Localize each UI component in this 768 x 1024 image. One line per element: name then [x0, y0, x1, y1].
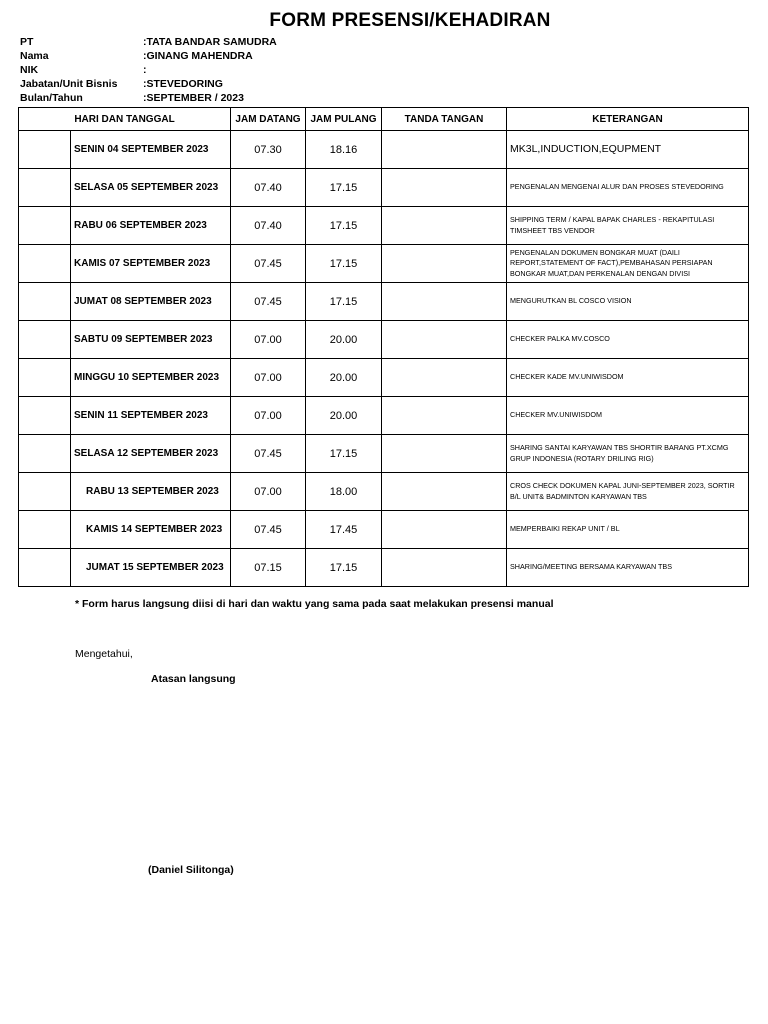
- row-number-cell: [19, 131, 71, 169]
- time-out-cell: 17.15: [306, 435, 382, 473]
- time-out-cell: 17.15: [306, 283, 382, 321]
- header-hari-tanggal: HARI DAN TANGGAL: [19, 108, 231, 131]
- table-row: [19, 473, 749, 511]
- info-value: :GINANG MAHENDRA: [143, 50, 253, 62]
- header-jam-pulang: JAM PULANG: [306, 108, 382, 131]
- info-row-nik: [20, 64, 420, 78]
- row-number-cell: [19, 549, 71, 587]
- employee-info: [20, 36, 420, 106]
- header-tanda-tangan: TANDA TANGAN: [382, 108, 507, 131]
- time-in-cell: 07.40: [231, 207, 306, 245]
- row-number-cell: [19, 245, 71, 283]
- time-in-cell: 07.00: [231, 321, 306, 359]
- row-number-cell: [19, 207, 71, 245]
- form-note: * Form harus langsung diisi di hari dan waktu yang sama pada saat melakukan presensi manual: [75, 598, 554, 610]
- time-in-cell: 07.00: [231, 359, 306, 397]
- row-number-cell: [19, 359, 71, 397]
- signature-cell: [382, 245, 507, 283]
- supervisor-title: Atasan langsung: [151, 673, 236, 685]
- row-number-cell: [19, 473, 71, 511]
- day-cell: RABU 13 SEPTEMBER 2023: [71, 473, 231, 511]
- attendance-table: [18, 107, 749, 587]
- row-number-cell: [19, 283, 71, 321]
- info-value: :: [143, 64, 147, 76]
- info-row-pt: [20, 36, 420, 50]
- time-in-cell: 07.00: [231, 397, 306, 435]
- time-out-cell: 17.45: [306, 511, 382, 549]
- table-row: [19, 131, 749, 169]
- day-cell: SENIN 11 SEPTEMBER 2023: [71, 397, 231, 435]
- row-number-cell: [19, 511, 71, 549]
- table-row: [19, 359, 749, 397]
- signature-cell: [382, 549, 507, 587]
- table-header-row: [19, 108, 749, 131]
- description-cell: MK3L,INDUCTION,EQUPMENT: [507, 131, 749, 169]
- signature-cell: [382, 131, 507, 169]
- header-jam-datang: JAM DATANG: [231, 108, 306, 131]
- time-out-cell: 20.00: [306, 397, 382, 435]
- info-row-jabatan: [20, 78, 420, 92]
- info-label: Jabatan/Unit Bisnis: [20, 78, 118, 90]
- time-in-cell: 07.40: [231, 169, 306, 207]
- row-number-cell: [19, 169, 71, 207]
- signature-cell: [382, 169, 507, 207]
- description-cell: CHECKER MV.UNIWISDOM: [507, 397, 749, 435]
- time-out-cell: 20.00: [306, 359, 382, 397]
- day-cell: JUMAT 15 SEPTEMBER 2023: [71, 549, 231, 587]
- info-row-nama: [20, 50, 420, 64]
- description-cell: CROS CHECK DOKUMEN KAPAL JUNI-SEPTEMBER 2023, SORTIR B/L UNIT& BADMINTON KARYAWAN TBS: [507, 473, 749, 511]
- day-cell: MINGGU 10 SEPTEMBER 2023: [71, 359, 231, 397]
- row-number-cell: [19, 435, 71, 473]
- day-cell: SENIN 04 SEPTEMBER 2023: [71, 131, 231, 169]
- time-in-cell: 07.45: [231, 245, 306, 283]
- row-number-cell: [19, 321, 71, 359]
- info-label: PT: [20, 36, 34, 48]
- time-in-cell: 07.45: [231, 435, 306, 473]
- signature-cell: [382, 397, 507, 435]
- info-label: Nama: [20, 50, 49, 62]
- time-in-cell: 07.45: [231, 511, 306, 549]
- signature-cell: [382, 473, 507, 511]
- table-row: [19, 397, 749, 435]
- time-in-cell: 07.30: [231, 131, 306, 169]
- acknowledged-label: Mengetahui,: [75, 648, 133, 660]
- time-out-cell: 17.15: [306, 169, 382, 207]
- table-row: [19, 207, 749, 245]
- description-cell: MENGURUTKAN BL COSCO VISION: [507, 283, 749, 321]
- table-row: [19, 511, 749, 549]
- day-cell: KAMIS 14 SEPTEMBER 2023: [71, 511, 231, 549]
- description-cell: CHECKER PALKA MV.COSCO: [507, 321, 749, 359]
- table-row: [19, 245, 749, 283]
- day-cell: SELASA 12 SEPTEMBER 2023: [71, 435, 231, 473]
- time-in-cell: 07.15: [231, 549, 306, 587]
- info-value: :SEPTEMBER / 2023: [143, 92, 244, 104]
- table-row: [19, 169, 749, 207]
- description-cell: PENGENALAN DOKUMEN BONGKAR MUAT (DAILI REPORT,STATEMENT OF FACT),PEMBAHASAN PERSIAPAN BONGKAR MUAT,DAN PERKENALAN DENGAN DIVISI: [507, 245, 749, 283]
- supervisor-name: (Daniel Silitonga): [148, 864, 234, 876]
- time-out-cell: 20.00: [306, 321, 382, 359]
- day-cell: SELASA 05 SEPTEMBER 2023: [71, 169, 231, 207]
- time-out-cell: 17.15: [306, 207, 382, 245]
- row-number-cell: [19, 397, 71, 435]
- table-row: [19, 549, 749, 587]
- info-row-bulan: [20, 92, 420, 106]
- info-value: :STEVEDORING: [143, 78, 223, 90]
- form-title: FORM PRESENSI/KEHADIRAN: [269, 10, 551, 31]
- info-label: Bulan/Tahun: [20, 92, 83, 104]
- signature-cell: [382, 207, 507, 245]
- time-in-cell: 07.00: [231, 473, 306, 511]
- table-row: [19, 321, 749, 359]
- day-cell: KAMIS 07 SEPTEMBER 2023: [71, 245, 231, 283]
- time-out-cell: 18.16: [306, 131, 382, 169]
- header-keterangan: KETERANGAN: [507, 108, 749, 131]
- day-cell: RABU 06 SEPTEMBER 2023: [71, 207, 231, 245]
- signature-cell: [382, 283, 507, 321]
- info-label: NIK: [20, 64, 39, 76]
- description-cell: SHARING SANTAI KARYAWAN TBS SHORTIR BARANG PT.XCMG GRUP INDONESIA (ROTARY DRILING RIG): [507, 435, 749, 473]
- description-cell: PENGENALAN MENGENAI ALUR DAN PROSES STEVEDORING: [507, 169, 749, 207]
- table-row: [19, 435, 749, 473]
- signature-cell: [382, 321, 507, 359]
- description-cell: SHARING/MEETING BERSAMA KARYAWAN TBS: [507, 549, 749, 587]
- day-cell: JUMAT 08 SEPTEMBER 2023: [71, 283, 231, 321]
- time-out-cell: 17.15: [306, 549, 382, 587]
- info-value: :TATA BANDAR SAMUDRA: [143, 36, 277, 48]
- time-out-cell: 18.00: [306, 473, 382, 511]
- signature-cell: [382, 359, 507, 397]
- description-cell: CHECKER KADE MV.UNIWISDOM: [507, 359, 749, 397]
- day-cell: SABTU 09 SEPTEMBER 2023: [71, 321, 231, 359]
- time-out-cell: 17.15: [306, 245, 382, 283]
- time-in-cell: 07.45: [231, 283, 306, 321]
- description-cell: SHIPPING TERM / KAPAL BAPAK CHARLES - REKAPITULASI TIMSHEET TBS VENDOR: [507, 207, 749, 245]
- signature-cell: [382, 435, 507, 473]
- table-row: [19, 283, 749, 321]
- description-cell: MEMPERBAIKI REKAP UNIT / BL: [507, 511, 749, 549]
- signature-cell: [382, 511, 507, 549]
